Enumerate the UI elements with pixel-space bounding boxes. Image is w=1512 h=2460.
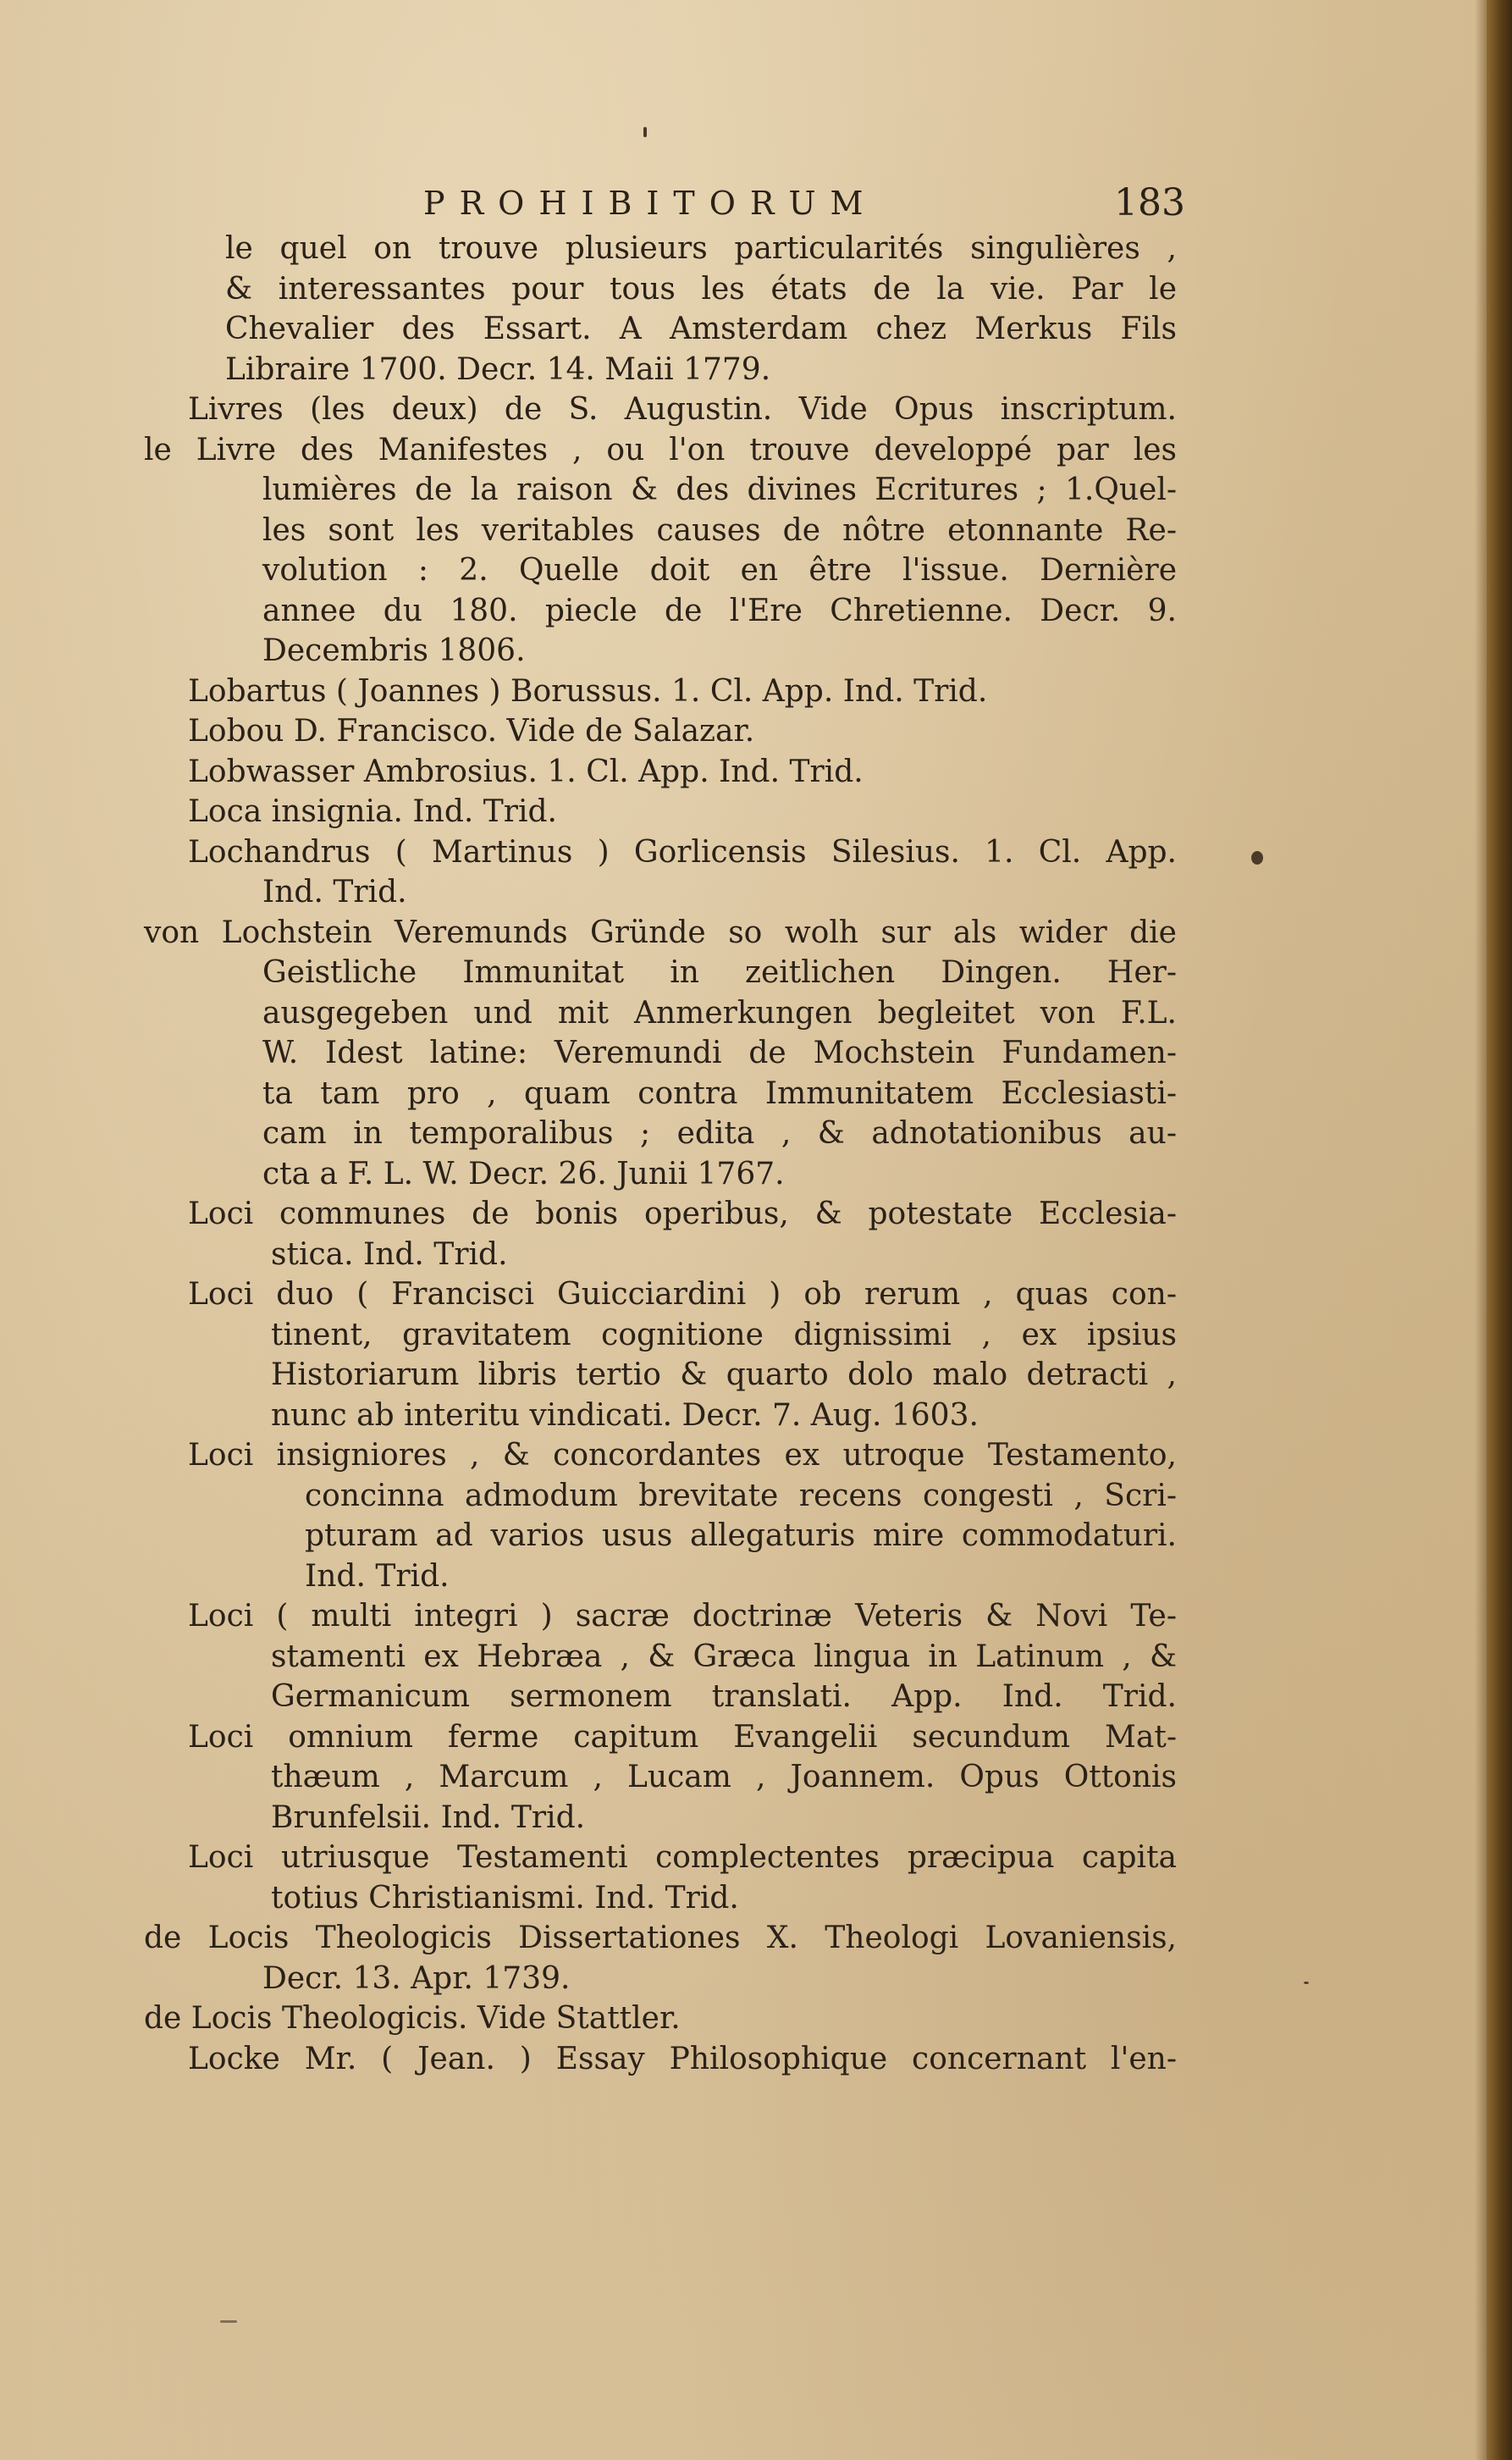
text-line: Loci utriusque Testamenti complectentes præcipua capita [188,1840,1177,1875]
text-line: von Lochstein Veremunds Gründe so wolh sur als wider die [144,915,1177,950]
text-line: Loci duo ( Francisci Guicciardini ) ob rerum , quas con- [188,1277,1177,1312]
text-line: Decembris 1806. [262,633,526,668]
text-line: Chevalier des Essart. A Amsterdam chez Merkus Fils [225,312,1177,346]
text-line: Decr. 13. Apr. 1739. [262,1960,571,1996]
ink-speck [220,2320,237,2323]
text-line: Locke Mr. ( Jean. ) Essay Philosophique concernant l'en- [188,2041,1177,2076]
text-line: Lobartus ( Joannes ) Borussus. 1. Cl. App. Ind. Trid. [188,673,988,709]
text-line: Lochandrus ( Martinus ) Gorlicensis Silesius. 1. Cl. App. [188,834,1177,870]
text-line: cta a F. L. W. Decr. 26. Junii 1767. [262,1156,785,1191]
text-line: Ind. Trid. [305,1558,450,1594]
page-header [423,181,1185,227]
ink-speck [1251,851,1263,865]
page-number: 183 [1114,181,1185,224]
text-line: concinna admodum brevitate recens congesti , Scri- [305,1478,1177,1513]
text-line: & interessantes pour tous les états de la vie. Par le [225,271,1177,307]
text-line: Historiarum libris tertio & quarto dolo malo detracti , [271,1357,1177,1392]
text-line: nunc ab interitu vindicati. Decr. 7. Aug. 1603. [271,1397,979,1433]
text-line: Lobou D. Francisco. Vide de Salazar. [188,714,755,749]
text-line: Loci communes de bonis operibus, & potestate Ecclesia- [188,1197,1177,1231]
text-line: ausgegeben und mit Anmerkungen begleitet von F.L. [262,995,1177,1031]
index-entries [144,229,1177,2079]
text-line: thæum , Marcum , Lucam , Joannem. Opus Ottonis [271,1760,1177,1794]
text-line: tinent, gravitatem cognitione dignissimi , ex ipsius [271,1317,1177,1352]
text-line: lumières de la raison & des divines Ecritures ; 1.Quel- [262,473,1177,507]
text-line: Loci omnium ferme capitum Evangelii secundum Mat- [188,1719,1177,1755]
text-line: Geistliche Immunitat in zeitlichen Dingen. Her- [262,955,1177,990]
text-line: W. Idest latine: Veremundi de Mochstein Fundamen- [262,1036,1177,1070]
ink-speck [643,127,647,137]
text-line: cam in temporalibus ; edita , & adnotationibus au- [262,1116,1177,1151]
text-line: pturam ad varios usus allegaturis mire commodaturi. [305,1518,1177,1553]
text-line: Ind. Trid. [262,875,407,909]
text-line: Brunfelsii. Ind. Trid. [271,1799,586,1835]
ink-speck [1304,1982,1309,1984]
text-line: Lobwasser Ambrosius. 1. Cl. App. Ind. Trid. [188,754,864,789]
text-line: Loci ( multi integri ) sacræ doctrinæ Veteris & Novi Te- [188,1599,1177,1634]
running-head: PROHIBITORUM [423,185,878,222]
text-line: annee du 180. piecle de l'Ere Chretienne. Decr. 9. [262,593,1177,628]
text-line: de Locis Theologicis. Vide Stattler. [144,2001,681,2036]
text-line: ta tam pro , quam contra Immunitatem Ecclesiasti- [262,1075,1177,1111]
binding-shadow [1475,0,1487,2460]
text-line: stica. Ind. Trid. [271,1236,508,1272]
text-line: le Livre des Manifestes , ou l'on trouve developpé par les [144,432,1177,467]
text-line: Germanicum sermonem translati. App. Ind. Trid. [271,1679,1177,1714]
text-line: Libraire 1700. Decr. 14. Maii 1779. [225,351,771,387]
text-line: le quel on trouve plusieurs particularités singulières , [225,231,1177,266]
text-line: Loca insignia. Ind. Trid. [188,794,557,829]
text-line: stamenti ex Hebræa , & Græca lingua in Latinum , & [271,1639,1177,1674]
text-line: Loci insigniores , & concordantes ex utroque Testamento, [188,1438,1177,1473]
text-line: totius Christianismi. Ind. Trid. [271,1880,739,1915]
text-line: de Locis Theologicis Dissertationes X. Theologi Lovaniensis, [144,1921,1177,1955]
text-line: les sont les veritables causes de nôtre etonnante Re- [262,512,1177,548]
book-binding [1487,0,1512,2460]
text-line: Livres (les deux) de S. Augustin. Vide Opus inscriptum. [188,392,1177,427]
text-line: volution : 2. Quelle doit en être l'issue. Dernière [262,553,1177,588]
